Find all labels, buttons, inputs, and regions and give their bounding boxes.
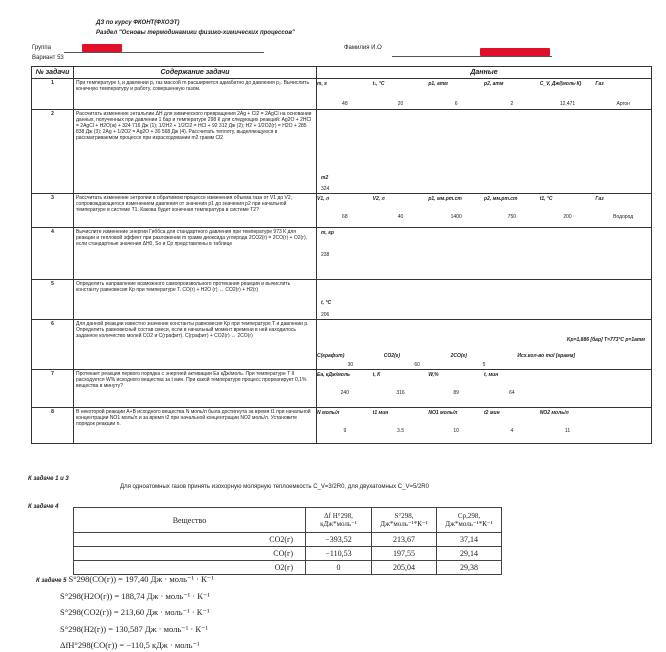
data-value: 10 bbox=[453, 428, 459, 434]
data-value: 48 bbox=[342, 101, 348, 107]
task-data bbox=[317, 228, 652, 280]
data-head: m, г bbox=[317, 81, 327, 87]
task-text: Рассчитать изменение энтропии в обратимом процессе изменения объема газа от V1 до V2, сопровождающегося изменением давления от значения p1 до значения p2 при начальной температуре в системе T1. Какова будет конечная температура в системе T2? bbox=[74, 194, 317, 228]
surname-redaction bbox=[480, 48, 550, 56]
task-row-1 bbox=[32, 79, 652, 110]
data-value: 89 bbox=[453, 390, 459, 396]
task-text: Рассчитать изменение энтальпии ΔH для химического превращения 2Ag + Cl2 = 2AgCl на основании данных, полученных при давлении 1 бар и температуре 298 К для следующих реакций: Ag2O + 2HCl = 2AgCl + H2O(ж) + 324 716 Дж (1); 1/2H2 + 1/2Cl2 = HCl + 92 312 Дж (2); H2 + 1/2O2(г) = H2O + 285 838 Дж (3); 2Ag + 1/2O2 = Ag2O + 30 568 Дж (4). Рассчитать теплоту, выделяющуюся в рассматриваемом процессе при израсходовании m2 грамм Cl2 bbox=[74, 110, 317, 194]
task-row-5 bbox=[32, 280, 652, 320]
data-value: 11 bbox=[564, 428, 571, 434]
task-text: При температуре t₁ и давлении p₁ газ массой m расширяется адиабатно до давления p₂. Вычислить конечную температуру и работу, совершенную газом. bbox=[74, 79, 317, 110]
data-value: 2 bbox=[510, 101, 514, 107]
thermo-cell: 197,55 bbox=[372, 547, 437, 561]
data-head: t₁, °С bbox=[372, 81, 385, 87]
data-value: 750 bbox=[507, 214, 517, 220]
entropy-h2: S°298(H2(г)) = 130,587 Дж · моль⁻¹ · К⁻¹ bbox=[60, 624, 209, 634]
thermo-cell: CO(г) bbox=[74, 547, 306, 561]
task-text: Протекает реакция первого порядка с энергией активации Ea кДж/моль. При температуре T II расходуется W% исходного вещества за t мин. При какой температуре процесс прореагирует 0,1% вещества в минуту? bbox=[74, 370, 317, 408]
data-head: t1 мин bbox=[372, 410, 389, 416]
thermo-cell: O2(г) bbox=[74, 561, 306, 575]
col-num-header: № задачи bbox=[32, 67, 74, 79]
task-data bbox=[317, 370, 652, 408]
task-row-7 bbox=[32, 370, 652, 408]
data-value: 1400 bbox=[450, 214, 462, 220]
task-text: Вычислите изменение энергии Гиббса для стандартного давления при температуре 973 К для реакции и тепловой эффект при разложении m грамм диоксида углерода 2CO2(г) = 2CO(г) + O2(г), если стандартные значения ΔH0, So и Cp представлены в таблице bbox=[74, 228, 317, 280]
entropy-h2o: S°298(H2O(г)) = 188,74 Дж · моль⁻¹ · К⁻¹ bbox=[60, 591, 210, 601]
thermo-cell: CO2(г) bbox=[74, 533, 306, 547]
task-num: 5 bbox=[32, 280, 74, 320]
data-value: 200 bbox=[563, 214, 572, 220]
thermo-cell: 29,14 bbox=[437, 547, 502, 561]
thermo-cell: 29,38 bbox=[437, 561, 502, 575]
thermo-cell: −393,52 bbox=[306, 533, 372, 547]
data-head: m2 bbox=[321, 175, 329, 181]
task-data bbox=[317, 79, 652, 110]
data-value: 4 bbox=[510, 428, 514, 434]
entropy-co: S°298(CO(г)) = 197,40 Дж · моль⁻¹ · К⁻¹ bbox=[68, 574, 214, 584]
thermo-row bbox=[74, 533, 502, 547]
surname-label: Фамилия И.О bbox=[344, 45, 382, 51]
data-head: V1, л bbox=[317, 196, 330, 202]
col-data-header: Данные bbox=[317, 67, 652, 79]
task-data bbox=[317, 280, 652, 320]
thermo-row bbox=[74, 561, 502, 575]
task-num: 3 bbox=[32, 194, 74, 228]
task-num: 4 bbox=[32, 228, 74, 280]
data-head: N моль/л bbox=[317, 410, 340, 416]
thermo-cell: 0 bbox=[306, 561, 372, 575]
task-data bbox=[317, 110, 652, 194]
task-row-8 bbox=[32, 408, 652, 444]
note-5-label: К задаче 5 bbox=[36, 578, 67, 584]
course-title: ДЗ по курсу ФКОНТ(ФХОЭТ) bbox=[96, 20, 180, 26]
data-value: 6 bbox=[454, 101, 458, 107]
thermo-table bbox=[73, 507, 502, 575]
task-text: Определить направление возможного самопроизвольного протекания реакции и вычислить константу равновесия Kp при температуре T. CO(г) + H2O (г) ↔ CO2(г) + H2(г) bbox=[74, 280, 317, 320]
thermo-cell: −110,53 bbox=[306, 547, 372, 561]
group-redaction bbox=[82, 44, 122, 52]
thermo-head: Δf H°298, кДж*моль⁻¹ bbox=[306, 508, 372, 533]
thermo-header-row bbox=[74, 508, 502, 533]
entropy-co2: S°298(CO2(г)) = 213,60 Дж · моль⁻¹ · К⁻¹ bbox=[60, 607, 210, 617]
data-head: p2, мм.рт.ст bbox=[484, 196, 518, 202]
data-head: t1, °С bbox=[539, 196, 553, 202]
data-head: C(графит) bbox=[317, 353, 345, 359]
task-text: В некоторой реакции A+B исходного вещества N моль/л была достигнута за время t1 при начальной концентрации NO1 моль/л и за время t2 при начальной концентрации NO2 моль/л. Установите порядок реакции n. bbox=[74, 408, 317, 444]
data-head: t2 мин bbox=[484, 410, 500, 416]
kp-condition: Kp=1,886 [бар] T=773°С p=1атм bbox=[566, 337, 645, 343]
note-4-label: К задаче 4 bbox=[28, 504, 59, 510]
data-value: 316 bbox=[396, 390, 405, 396]
thermo-head: Вещество bbox=[74, 508, 306, 533]
note-5-line bbox=[36, 574, 214, 585]
data-value: Водород bbox=[613, 214, 634, 220]
task-data bbox=[317, 194, 652, 228]
data-value: 60 bbox=[414, 362, 420, 368]
data-value: 240 bbox=[340, 390, 349, 396]
surname-underline bbox=[392, 56, 552, 57]
group-label: Группа bbox=[32, 45, 52, 51]
data-value: 64 bbox=[509, 390, 515, 396]
col-content-header: Содержание задачи bbox=[74, 67, 317, 79]
data-head: CO2(г) bbox=[383, 353, 401, 359]
data-head: t, К bbox=[372, 372, 381, 378]
data-head: W,% bbox=[428, 372, 439, 378]
data-head: t, °С bbox=[321, 300, 332, 306]
data-head: p1, мм.рт.ст bbox=[428, 196, 462, 202]
data-head: V2, л bbox=[372, 196, 385, 202]
thermo-cell: 205,04 bbox=[372, 561, 437, 575]
data-value: 12,471 bbox=[559, 101, 576, 107]
thermo-head: S°298, Дж*моль⁻¹*К⁻¹ bbox=[372, 508, 437, 533]
task-text: Для данной реакции известно значение константы равновесия Kp при температуре T и давлении p. Определить равновесный состав смеси, если в начальный момент времени в ней находилось заданное количество молей CO2 и C(графит). C(графит) + CO2(г) ↔ 2CO(г) bbox=[74, 320, 317, 370]
data-value: 206 bbox=[321, 312, 330, 318]
data-value: 324 bbox=[321, 186, 330, 192]
task-row-6 bbox=[32, 320, 652, 370]
data-head: Ea, кДж/моль bbox=[317, 372, 350, 378]
enthalpy-co: ΔfH°298(CO(г)) = −110,5 кДж · моль⁻¹ bbox=[60, 640, 200, 650]
data-value: 238 bbox=[321, 252, 330, 258]
data-value bbox=[517, 362, 651, 368]
task-num: 8 bbox=[32, 408, 74, 444]
task-data bbox=[317, 408, 652, 444]
data-head: Газ bbox=[595, 81, 604, 87]
data-value: 30 bbox=[347, 362, 354, 368]
data-value: 5 bbox=[482, 362, 486, 368]
data-head: p2, атм bbox=[484, 81, 504, 87]
data-head: NO2 моль/л bbox=[539, 410, 569, 416]
section-title: Раздел "Основы термодинамики физико-химических процессов" bbox=[96, 30, 295, 36]
thermo-cell: 213,67 bbox=[372, 533, 437, 547]
task-num: 6 bbox=[32, 320, 74, 370]
note-1-3-text: Для одноатомных газов принять изохорную молярную теплоемкость C_V=3/2R0, для двухатомных C_V=5/2R0 bbox=[120, 484, 429, 490]
data-head: NO1 моль/л bbox=[428, 410, 458, 416]
task-num: 1 bbox=[32, 79, 74, 110]
data-head: t, мин bbox=[484, 372, 499, 378]
task-data bbox=[317, 320, 652, 370]
group-underline bbox=[64, 52, 264, 53]
data-head: Исх.кол-во mol [грамм] bbox=[517, 353, 576, 359]
task-row-3 bbox=[32, 194, 652, 228]
task-num: 7 bbox=[32, 370, 74, 408]
data-value: 40 bbox=[397, 214, 404, 220]
data-value: Аргон bbox=[616, 101, 630, 107]
data-head: m, гр bbox=[321, 230, 334, 236]
task-row-2 bbox=[32, 110, 652, 194]
data-value: 9 bbox=[343, 428, 347, 434]
tasks-header-row bbox=[32, 67, 652, 79]
variant-label: Вариант 53 bbox=[32, 55, 64, 61]
data-value: 68 bbox=[342, 214, 348, 220]
data-head: C_V, Дж/(моль·К) bbox=[539, 81, 582, 87]
data-head: 2CO(г) bbox=[450, 353, 467, 359]
thermo-cell: 37,14 bbox=[437, 533, 502, 547]
thermo-row bbox=[74, 547, 502, 561]
data-value: 3.5 bbox=[397, 428, 404, 434]
data-head: Газ bbox=[595, 196, 604, 202]
note-1-3-label: К задаче 1 и 3 bbox=[28, 476, 69, 482]
tasks-table bbox=[31, 66, 652, 444]
task-num: 2 bbox=[32, 110, 74, 194]
data-head: p1, атм bbox=[428, 81, 448, 87]
thermo-head: Cp,298, Дж*моль⁻¹*К⁻¹ bbox=[437, 508, 502, 533]
data-value: 20 bbox=[397, 101, 404, 107]
task-row-4 bbox=[32, 228, 652, 280]
